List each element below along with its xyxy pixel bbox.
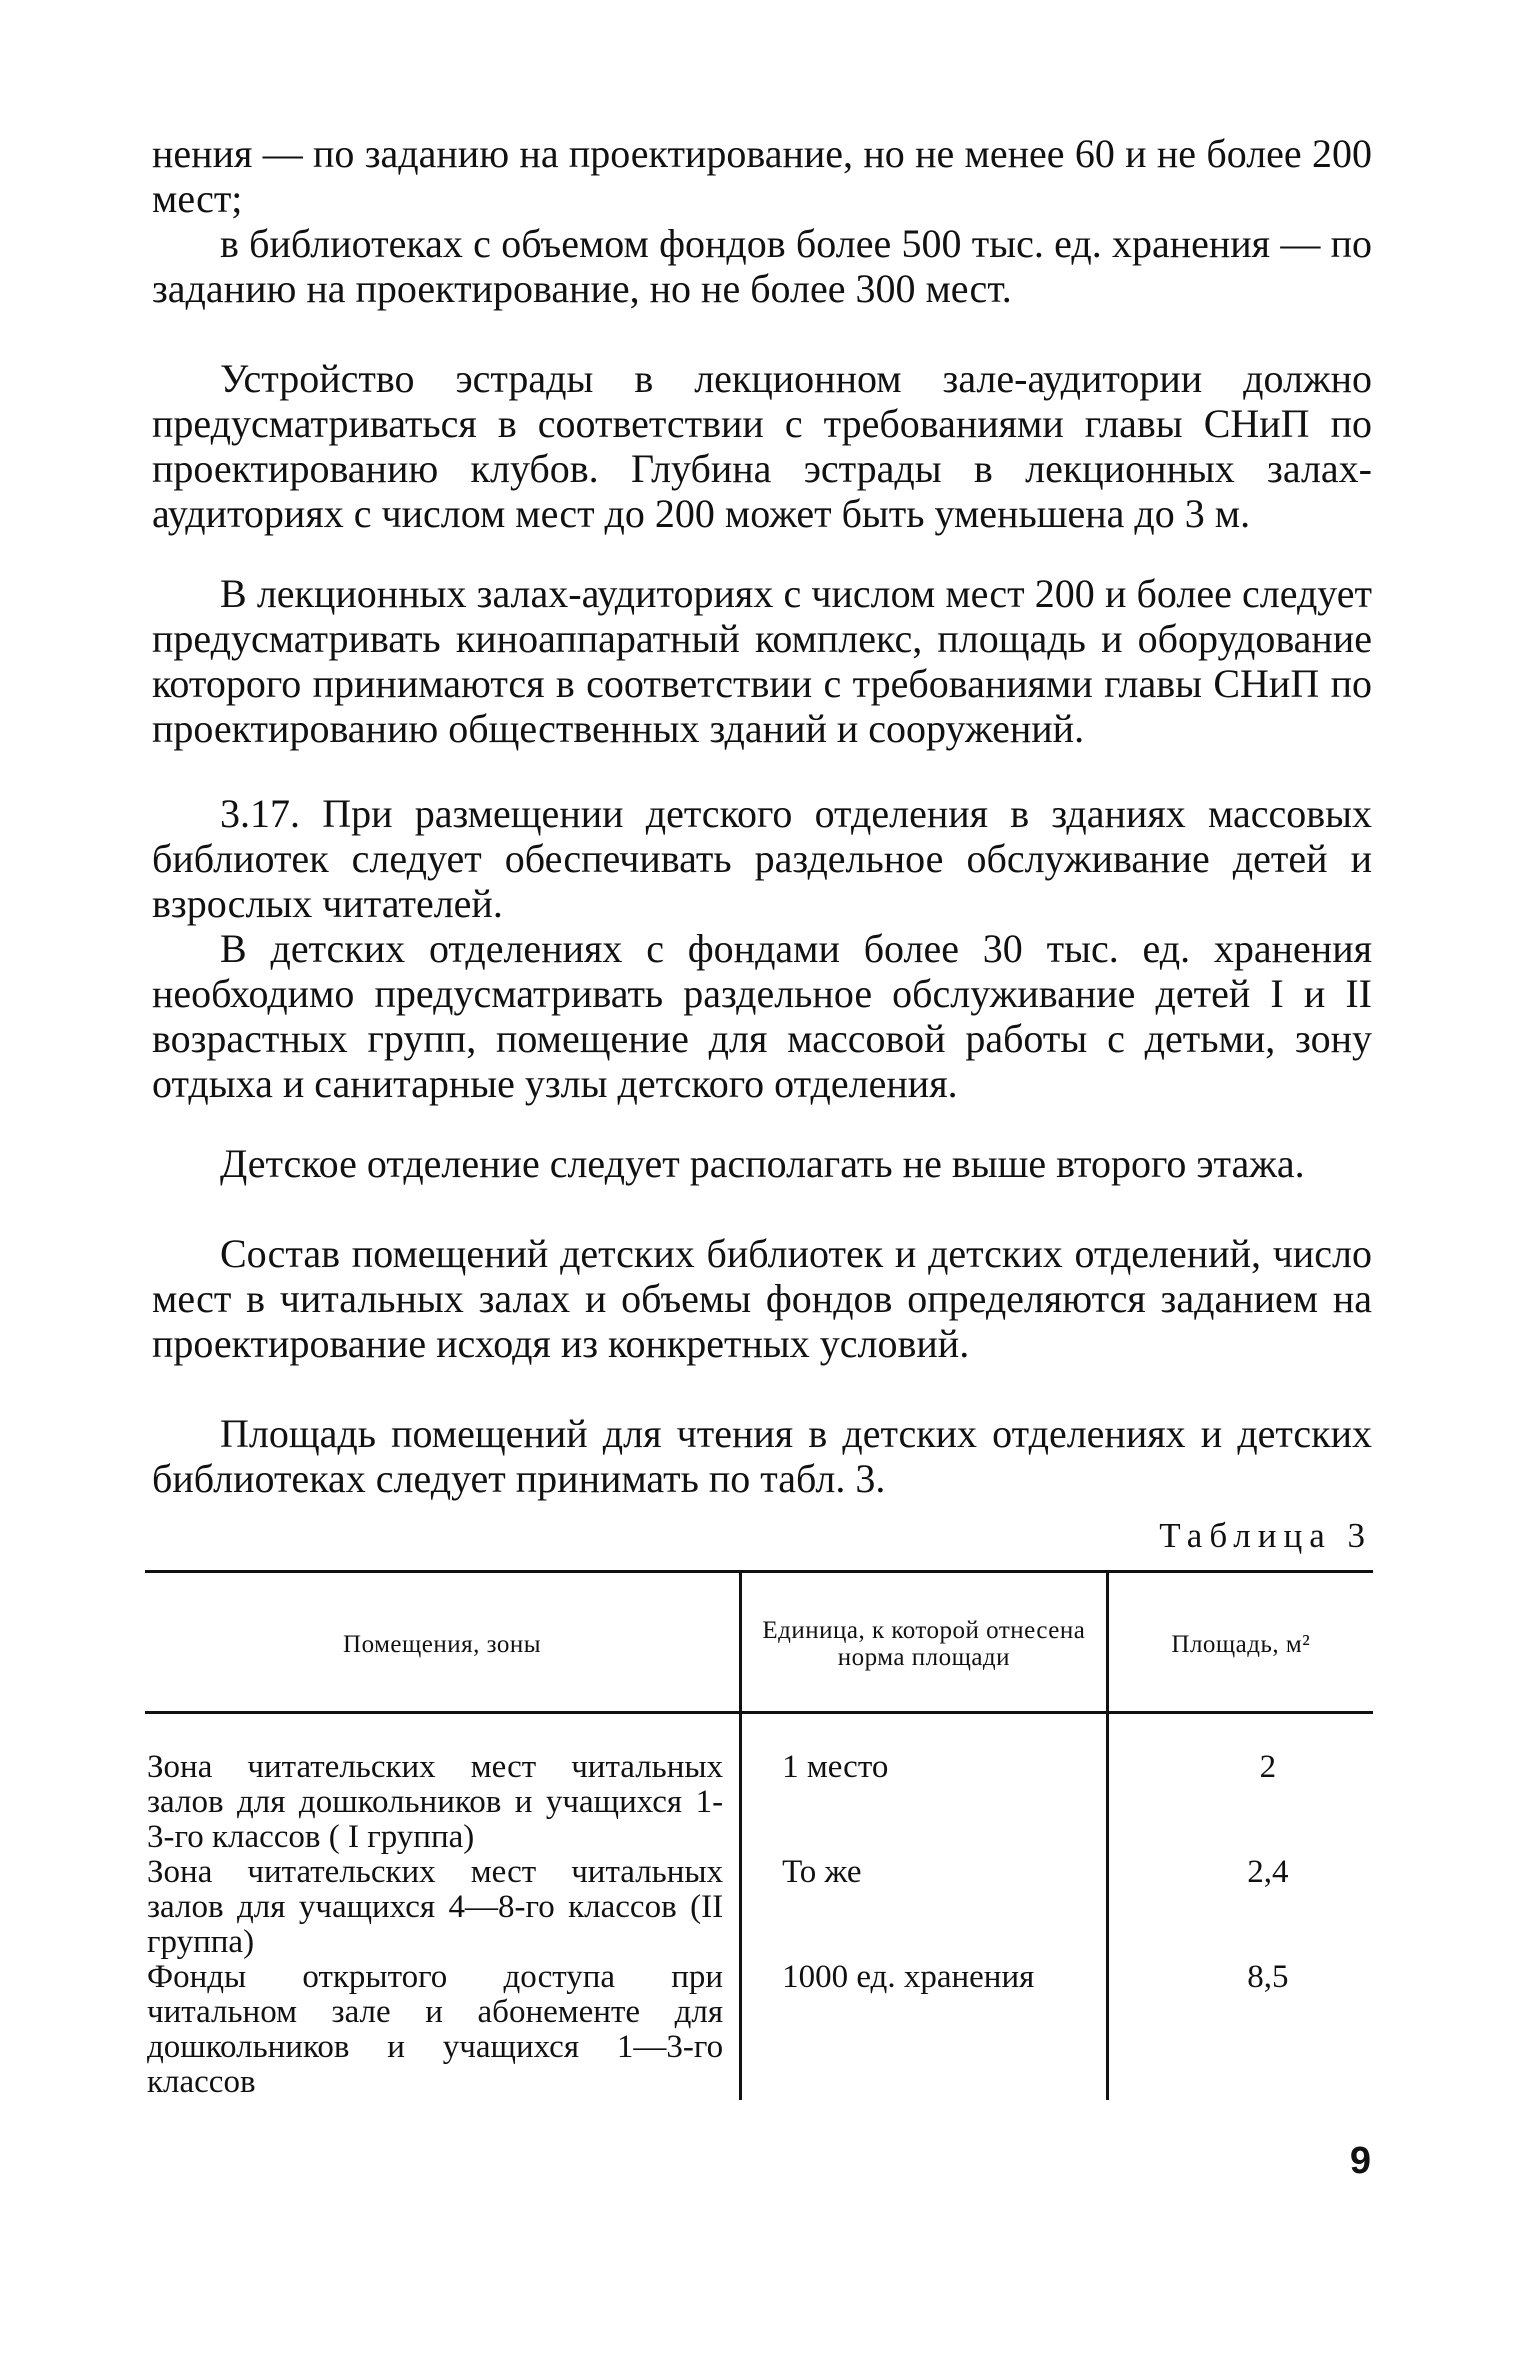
paragraph-children-departments: В детских отделениях с фондами более 30 тыс. ед. хранения необходимо предусматривать раздельное обслуживание детей I и II возрастных групп, помещение для массовой работы с детьми, зону отдыха и санитарные узлы детского отделения. [152, 926, 1372, 1106]
cell-area: 2,4 [1247, 1854, 1289, 1890]
paragraph-section-3-17: 3.17. При размещении детского отделения в зданиях массовых библиотек следует обеспечивать раздельное обслуживание детей и взрослых читателей. [152, 791, 1372, 926]
cell-area: 2 [1259, 1749, 1277, 1785]
cell-unit: 1000 ед. хранения [741, 1960, 1108, 2100]
table-header-row [145, 1572, 1373, 1713]
header-rooms-zones: Помещения, зоны [145, 1572, 741, 1713]
table-row [145, 1960, 1373, 2100]
page-number: 9 [1349, 2140, 1371, 2182]
cell-unit: То же [741, 1855, 1108, 1960]
cell-zone: Зона читательских мест читальных залов для учащихся 4—8-го классов (II группа) [147, 1854, 724, 1960]
header-area: Площадь, м² [1107, 1572, 1373, 1713]
paragraph-continuation: нения — по заданию на проектирование, но не менее 60 и не более 200 мест; [152, 131, 1372, 221]
header-unit: Единица, к которой отнесена норма площади [741, 1572, 1108, 1713]
paragraph-floor-limit: Детское отделение следует располагать не выше второго этажа. [220, 1141, 1305, 1186]
cell-area: 8,5 [1247, 1959, 1289, 1995]
area-norms-table [145, 1570, 1373, 2100]
table-caption: Таблица 3 [1159, 1516, 1372, 1555]
paragraph-large-libraries: в библиотеках с объемом фондов более 500 тыс. ед. хранения — по заданию на проектирование, но не более 300 мест. [152, 221, 1372, 311]
paragraph-room-composition: Состав помещений детских библиотек и детских отделений, число мест в читальных залах и объемы фондов определяются заданием на проектирование исходя из конкретных условий. [152, 1231, 1372, 1366]
cell-zone: Зона читательских мест читальных залов для дошкольников и учащихся 1-3-го классов ( I группа) [147, 1749, 724, 1855]
cell-unit: 1 место [741, 1713, 1108, 1856]
paragraph-stage: Устройство эстрады в лекционном зале-аудитории должно предусматриваться в соответствии с требованиями главы СНиП по проектированию клубов. Глубина эстрады в лекционных залах-аудиториях с числом мест до 200 может быть уменьшена до 3 м. [152, 356, 1372, 536]
table-row [145, 1855, 1373, 1960]
paragraph-reading-area: Площадь помещений для чтения в детских отделениях и детских библиотеках следует принимать по табл. 3. [152, 1411, 1372, 1501]
cell-zone: Фонды открытого доступа при читальном зале и абонементе для дошкольников и учащихся 1—3-го классов [147, 1959, 724, 2100]
paragraph-projection-complex: В лекционных залах-аудиториях с числом мест 200 и более следует предусматривать киноаппаратный комплекс, площадь и оборудование которого принимаются в соответствии с требованиями главы СНиП по проектированию общественных зданий и сооружений. [152, 571, 1372, 751]
table-row [145, 1713, 1373, 1856]
